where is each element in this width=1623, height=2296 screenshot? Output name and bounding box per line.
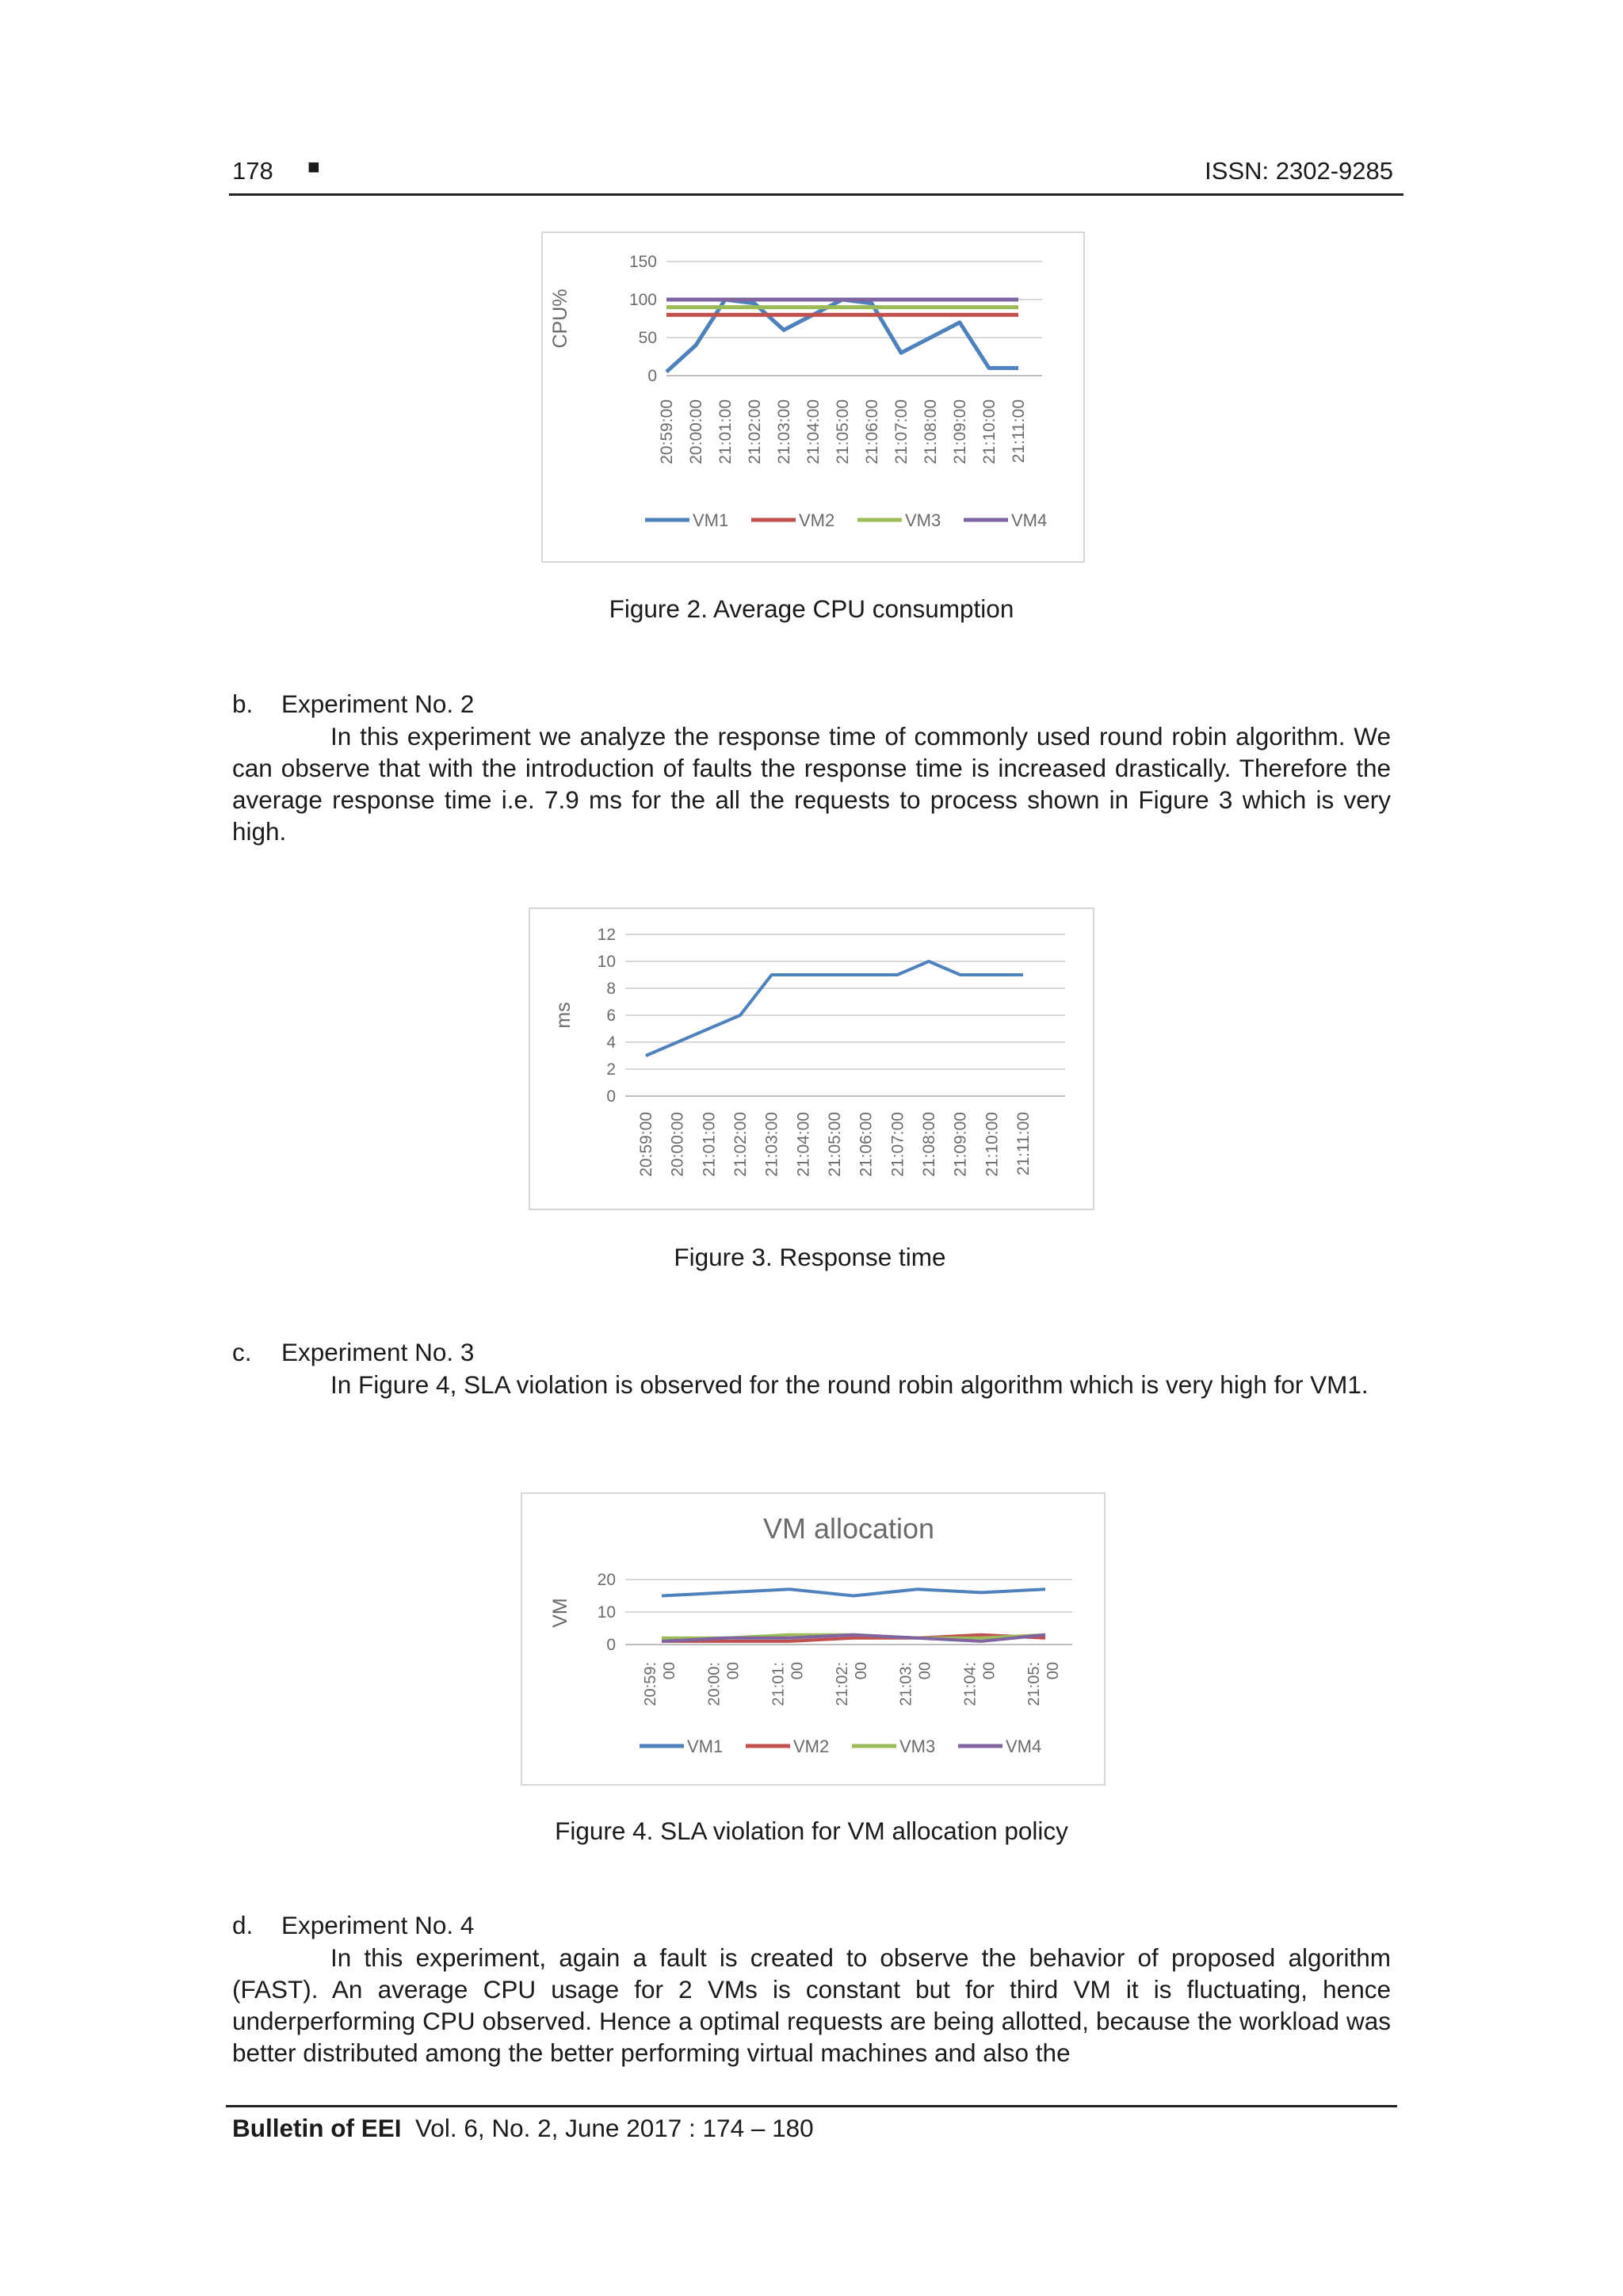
fig2-x-tick-label: 21:03:00	[775, 399, 793, 464]
fig3-y-tick-label: 2	[606, 1060, 616, 1079]
fig2-x-tick-label: 21:07:00	[892, 399, 911, 464]
fig3-y-tick-label: 0	[606, 1087, 616, 1106]
fig3-y-tick-label: 12	[597, 926, 616, 944]
fig2-x-tick-label: 20:00:00	[687, 399, 705, 464]
fig3-y-axis-label: ms	[552, 1002, 575, 1029]
fig3-y-tick-label: 6	[606, 1007, 616, 1025]
figure-3	[529, 907, 1094, 1210]
fig3-x-tick-label: 20:59:00	[637, 1112, 655, 1177]
fig3-x-tick-label: 21:04:00	[794, 1112, 813, 1177]
fig4-x-tick-label: 00	[789, 1662, 807, 1680]
fig4-x-tick-label: 20:00:	[705, 1662, 724, 1706]
fig2-x-tick-label: 21:08:00	[922, 399, 940, 464]
section-c-title: Experiment No. 3	[281, 1338, 475, 1366]
fig4-x-tick-label: 20:59:	[642, 1662, 659, 1706]
section-b-title: Experiment No. 2	[281, 690, 475, 718]
fig4-x-tick-label: 00	[1044, 1662, 1062, 1680]
section-d-title: Experiment No. 4	[281, 1911, 475, 1939]
section-b-heading	[232, 690, 474, 719]
fig4-legend-label-vm2: VM2	[793, 1736, 830, 1756]
footer-rule	[226, 2105, 1397, 2107]
section-d-text: In this experiment, again a fault is created to observe the behavior of proposed algorithm (FAST). An average CPU usage for 2 VMs is constant but for third VM it is fluctuating, hence underperforming CPU observed. Hence a optimal requests are being allotted, because the workload was better distributed among the better performing virtual machines and also the	[232, 1943, 1391, 2067]
fig2-legend-label-vm4: VM4	[1011, 510, 1048, 530]
section-d-label: d.	[232, 1911, 254, 1939]
fig3-x-tick-label: 21:03:00	[762, 1112, 781, 1177]
fig2-y-tick-label: 0	[647, 367, 657, 385]
fig2-legend-label-vm3: VM3	[905, 510, 941, 530]
fig3-y-tick-label: 4	[606, 1033, 616, 1052]
fig3-y-tick-label: 8	[606, 980, 616, 998]
fig3-x-tick-label: 21:01:00	[700, 1112, 719, 1177]
fig2-chart	[543, 233, 1083, 561]
figure-2-caption: Figure 2. Average CPU consumption	[609, 594, 1014, 623]
fig4-chart	[522, 1494, 1104, 1784]
header-rule	[229, 193, 1403, 196]
fig4-y-tick-label: 10	[597, 1603, 616, 1622]
fig4-x-tick-label: 00	[724, 1662, 743, 1680]
page-number: 178	[232, 157, 273, 185]
section-d-paragraph	[232, 1942, 1391, 2069]
figure-3-caption: Figure 3. Response time	[674, 1243, 946, 1271]
fig2-x-tick-label: 21:11:00	[1010, 399, 1028, 464]
fig2-y-axis-label: CPU%	[549, 288, 571, 349]
fig4-title: VM allocation	[762, 1512, 935, 1545]
fig3-y-tick-label: 10	[597, 953, 616, 971]
fig3-x-tick-label: 21:07:00	[888, 1112, 907, 1177]
fig4-legend-label-vm3: VM3	[899, 1736, 936, 1756]
fig3-x-tick-label: 21:06:00	[857, 1112, 876, 1177]
section-b-paragraph	[232, 720, 1391, 847]
fig2-series-vm1	[666, 300, 1018, 372]
fig2-x-tick-label: 21:09:00	[951, 399, 969, 464]
fig4-series-vm1	[662, 1589, 1045, 1595]
header-marker: ■	[307, 155, 320, 178]
fig2-x-tick-label: 21:06:00	[863, 399, 881, 464]
footer	[232, 2114, 814, 2143]
footer-details: Vol. 6, No. 2, June 2017 : 174 – 180	[415, 2114, 814, 2142]
section-b-label: b.	[232, 690, 254, 718]
fig4-y-axis-label: VM	[549, 1598, 571, 1628]
fig4-x-tick-label: 00	[980, 1662, 999, 1680]
fig4-x-tick-label: 21:04:	[961, 1662, 980, 1706]
fig2-x-tick-label: 21:05:00	[834, 399, 852, 464]
fig2-x-tick-label: 21:01:00	[716, 399, 735, 464]
section-c-paragraph	[232, 1369, 1391, 1400]
fig4-legend-label-vm4: VM4	[1006, 1736, 1042, 1756]
fig4-x-tick-label: 21:01:	[769, 1662, 788, 1706]
fig3-x-tick-label: 21:05:00	[826, 1112, 844, 1177]
section-c-label: c.	[232, 1338, 252, 1366]
section-d-heading	[232, 1911, 474, 1940]
fig4-legend-label-vm1: VM1	[687, 1736, 724, 1756]
fig4-x-tick-label: 00	[853, 1662, 870, 1680]
figure-4-caption: Figure 4. SLA violation for VM allocation policy	[555, 1817, 1068, 1845]
section-c-heading	[232, 1338, 474, 1367]
figure-2	[541, 231, 1085, 563]
footer-journal: Bulletin of EEI	[232, 2114, 402, 2142]
fig4-x-tick-label: 21:03:	[897, 1662, 915, 1706]
fig4-x-tick-label: 21:05:	[1025, 1662, 1043, 1706]
fig4-x-tick-label: 00	[916, 1662, 934, 1680]
fig4-y-tick-label: 20	[597, 1571, 616, 1589]
fig3-x-tick-label: 20:00:00	[668, 1112, 687, 1177]
issn: ISSN: 2302-9285	[1205, 157, 1393, 185]
fig2-x-tick-label: 21:02:00	[746, 399, 764, 464]
fig3-x-tick-label: 21:11:00	[1014, 1112, 1033, 1176]
fig3-x-tick-label: 21:08:00	[920, 1112, 938, 1177]
fig2-legend-label-vm2: VM2	[799, 510, 835, 530]
section-b-text: In this experiment we analyze the response time of commonly used round robin algorithm. We can observe that with the introduction of faults the response time is increased drastically. Therefore the average response time i.e. 7.9 ms for the all the requests to process shown in Figure 3 which is very high.	[232, 722, 1391, 846]
fig4-x-tick-label: 00	[661, 1662, 678, 1680]
fig2-x-tick-label: 21:04:00	[804, 399, 823, 464]
fig2-x-tick-label: 20:59:00	[658, 399, 676, 464]
fig3-x-tick-label: 21:02:00	[731, 1112, 750, 1177]
fig2-y-tick-label: 150	[628, 253, 657, 271]
section-c-text: In Figure 4, SLA violation is observed for the round robin algorithm which is very high for VM1.	[330, 1370, 1369, 1399]
fig2-legend-label-vm1: VM1	[693, 510, 729, 530]
figure-4	[521, 1492, 1106, 1786]
fig2-x-tick-label: 21:10:00	[980, 399, 999, 464]
fig3-x-tick-label: 21:10:00	[983, 1112, 1002, 1177]
fig2-y-tick-label: 100	[628, 291, 657, 309]
fig4-y-tick-label: 0	[606, 1636, 616, 1654]
fig3-x-tick-label: 21:09:00	[951, 1112, 970, 1177]
fig3-chart	[530, 909, 1093, 1209]
fig2-y-tick-label: 50	[638, 329, 657, 347]
fig4-x-tick-label: 21:02:	[834, 1662, 851, 1706]
